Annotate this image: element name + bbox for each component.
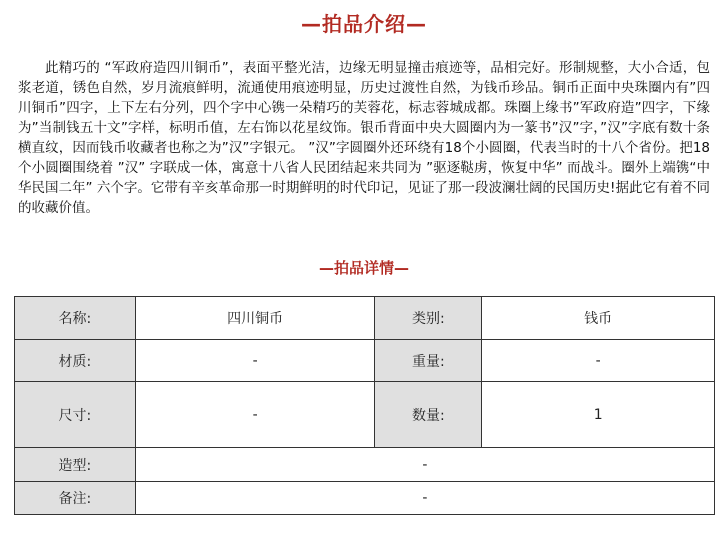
quantity-label: 数量:	[375, 382, 482, 448]
weight-value: -	[482, 340, 715, 382]
table-row	[15, 382, 715, 448]
remark-label: 备注:	[15, 482, 136, 515]
shape-label: 造型:	[15, 448, 136, 482]
details-table	[14, 296, 715, 515]
table-row	[15, 297, 715, 340]
details-title: —拍品详情—	[318, 259, 409, 277]
name-value: 四川铜币	[135, 297, 375, 340]
category-value: 钱币	[482, 297, 715, 340]
table-row	[15, 482, 715, 515]
category-label: 类别:	[375, 297, 482, 340]
table-row	[15, 340, 715, 382]
material-value: -	[135, 340, 375, 382]
size-label: 尺寸:	[15, 382, 136, 448]
material-label: 材质:	[15, 340, 136, 382]
name-label: 名称:	[15, 297, 136, 340]
size-value: -	[135, 382, 375, 448]
table-row	[15, 448, 715, 482]
shape-value: -	[135, 448, 714, 482]
weight-label: 重量:	[375, 340, 482, 382]
intro-title: —拍品介绍—	[301, 12, 427, 36]
quantity-value: 1	[482, 382, 715, 448]
remark-value: -	[135, 482, 714, 515]
intro-paragraph: 此精巧的 “军政府造四川铜币”，表面平整光洁，边缘无明显撞击痕迹等，品相完好。形制规整，大小合适，包浆老道，锈色自然，岁月流痕鲜明，流通使用痕迹明显，历史过渡性自然，为钱币珍品。铜币正面中央珠圈内有”四川铜币”四字，上下左右分列，四个字中心镌一朵精巧的芙蓉花，标志蓉城成都。珠圈上缘书”军政府造”四字，下缘为”当制钱五十文”字样，标明币值，左右饰以花星纹饰。银币背面中央大圆圈内为一篆书”汉”字，”汉”字底有数十条横直纹，因而钱币收藏者也称之为”汉”字银元。 ”汉”字圆圈外还环绕有18个小圆圈，代表当时的十八个省份。把18个小圆圈围绕着 ”汉” 字联成一体，寓意十八省人民团结起来共同为 ”驱逐鞑虏，恢复中华” 而战斗。圈外上端镌“中华民国二年” 六个字。它带有辛亥革命那一时期鲜明的时代印记，见证了那一段波澜壮阔的民国历史!据此它有着不同的收藏价值。	[18, 60, 710, 216]
